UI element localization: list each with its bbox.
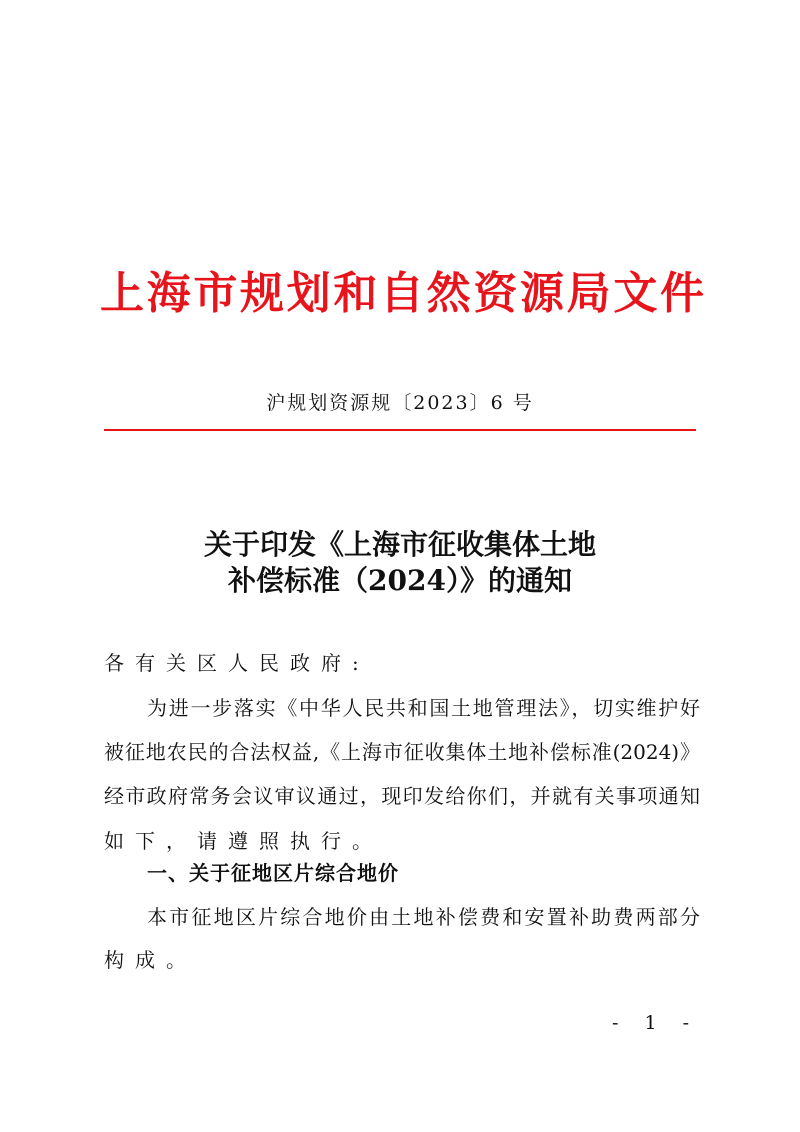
red-divider	[104, 429, 696, 431]
document-title-line-2: 补偿标准（2024）》的通知	[228, 564, 572, 597]
paragraph-line: 被征地农民的合法权益,《上海市征收集体土地补偿标准(2024)》	[104, 740, 700, 764]
page-number: - 1 -	[612, 1012, 700, 1034]
paragraph-line: 如下，请遵照执行。	[104, 829, 383, 853]
paragraph-line: 为进一步落实《中华人民共和国土地管理法》，切实维护好	[147, 696, 700, 720]
salutation: 各有关区人民政府:	[104, 651, 370, 675]
paragraph-line: 构成。	[104, 948, 197, 972]
issuer-header: 上海市规划和自然资源局文件	[100, 268, 704, 319]
section-heading: 一、关于征地区片综合地价	[147, 861, 399, 885]
paragraph-line: 本市征地区片综合地价由土地补偿费和安置补助费两部分	[147, 905, 700, 929]
paragraph-line: 经市政府常务会议审议通过，现印发给你们，并就有关事项通知	[104, 784, 700, 808]
document-title-line-1: 关于印发《上海市征收集体土地	[203, 528, 596, 561]
document-number: 沪规划资源规〔2023〕6 号	[266, 392, 534, 414]
